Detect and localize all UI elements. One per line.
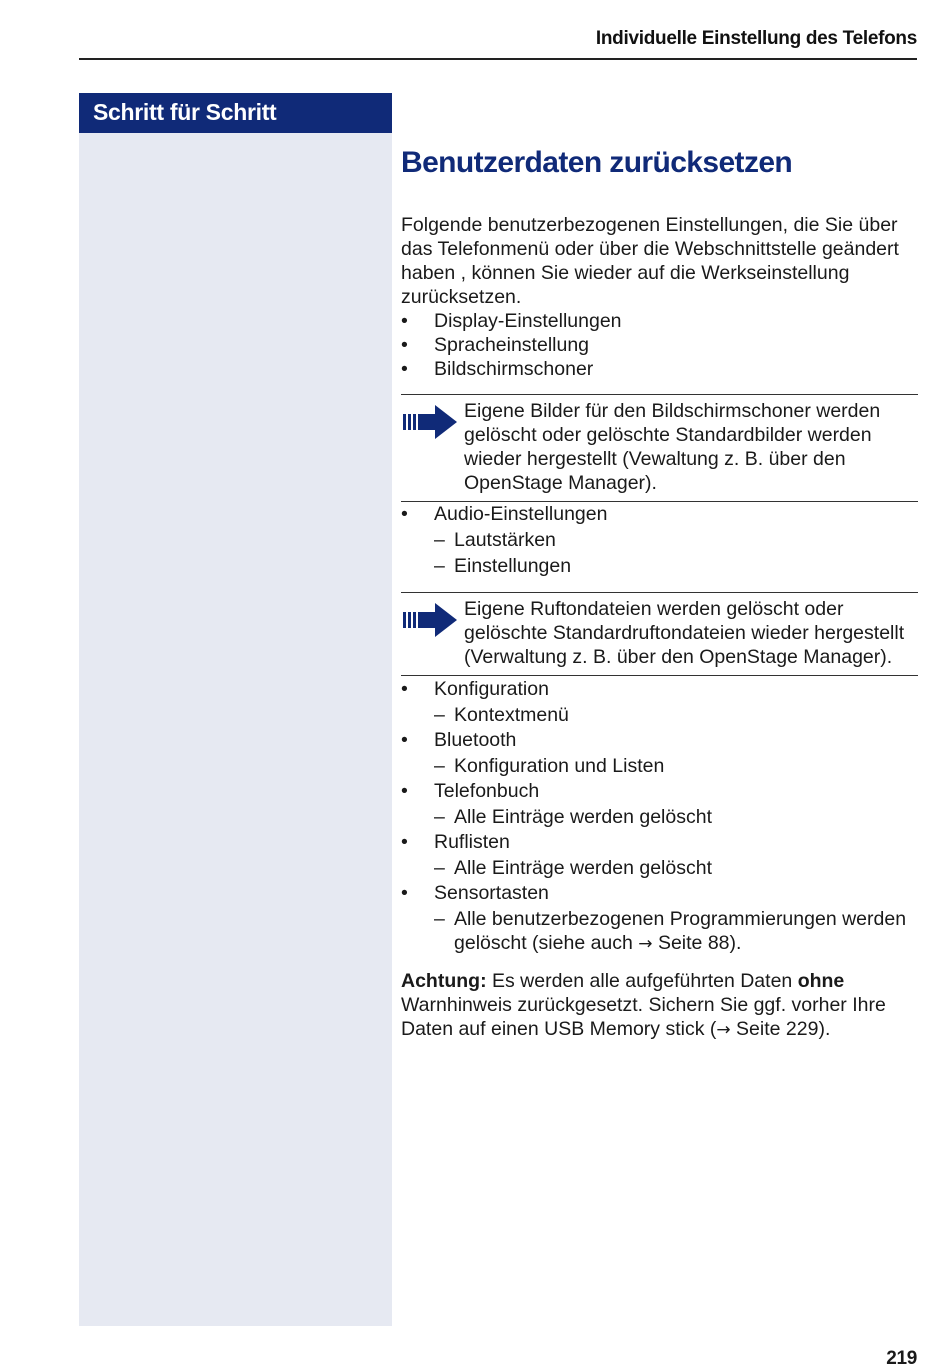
arrow-right-icon: → bbox=[716, 1020, 731, 1040]
list-item bbox=[401, 728, 918, 778]
list-item: • Spracheinstellung bbox=[401, 333, 918, 357]
list-item: • Bildschirmschoner bbox=[401, 357, 918, 381]
list-item-label: Konfiguration bbox=[434, 678, 549, 700]
list-item: • Display-Einstellungen bbox=[401, 309, 918, 333]
list-item-label: Sensortasten bbox=[434, 882, 549, 904]
list-item-label: Bluetooth bbox=[434, 729, 517, 751]
settings-list-1 bbox=[401, 309, 918, 381]
page-reference-link[interactable]: Seite 88 bbox=[657, 932, 730, 954]
warning-emphasis: ohne bbox=[797, 970, 845, 992]
warning-label: Achtung: bbox=[401, 970, 487, 992]
list-item bbox=[401, 677, 918, 727]
warning-text: Warnhinweis zurückgesetzt. Sichern Sie ggf. vorher Ihre Daten auf einen USB Memory stick ( bbox=[401, 994, 886, 1040]
sub-list-item: – Alle Einträge werden gelöscht bbox=[434, 805, 918, 829]
sub-list-item: – Konfiguration und Listen bbox=[434, 754, 918, 778]
sub-list-item: – Einstellungen bbox=[434, 554, 918, 578]
list-item-label: Audio-Einstellungen bbox=[434, 503, 608, 525]
page-number: 219 bbox=[886, 1348, 917, 1369]
arrow-right-icon: → bbox=[638, 934, 653, 954]
sidebar bbox=[79, 93, 392, 1326]
note-hand-arrow-icon bbox=[402, 404, 458, 440]
warning-text-end: ). bbox=[818, 1018, 831, 1040]
sub-list-item: – Kontextmenü bbox=[434, 703, 918, 727]
page-reference-link[interactable]: Seite 229 bbox=[736, 1018, 819, 1040]
list-item-label: Ruflisten bbox=[434, 831, 510, 853]
note-hand-arrow-icon bbox=[402, 602, 458, 638]
list-item-label: Telefonbuch bbox=[434, 780, 540, 802]
running-header: Individuelle Einstellung des Telefons bbox=[595, 28, 917, 49]
sub-list-text-end: ). bbox=[729, 932, 742, 954]
warning-paragraph bbox=[401, 969, 918, 1042]
page-title: Benutzerdaten zurücksetzen bbox=[401, 146, 793, 179]
note-text: Eigene Ruftondateien werden gelöscht oder gelöschte Standardruftondateien wieder hergestellt (Verwaltung z. B. über den OpenStage Manager). bbox=[464, 598, 905, 668]
header-rule bbox=[79, 58, 917, 60]
intro-paragraph: Folgende benutzerbezogenen Einstellungen, die Sie über das Telefonmenü oder über die Webschnittstelle geändert haben , können Sie wieder auf die Werkseinstellung zurücksetzen. bbox=[401, 214, 899, 308]
list-item bbox=[401, 830, 918, 880]
note-box-ringtones bbox=[401, 592, 918, 676]
warning-text: Es werden alle aufgeführten Daten bbox=[486, 970, 798, 992]
sub-list-text: Alle benutzerbezogenen Programmierungen werden gelöscht (siehe auch bbox=[454, 908, 907, 954]
main-content bbox=[401, 140, 918, 1042]
sub-list-item: – Lautstärken bbox=[434, 528, 918, 552]
settings-list-3 bbox=[401, 677, 918, 956]
settings-list-2 bbox=[401, 502, 918, 578]
sub-list-item: – Alle Einträge werden gelöscht bbox=[434, 856, 918, 880]
note-box-screensaver bbox=[401, 394, 918, 502]
note-text: Eigene Bilder für den Bildschirmschoner werden gelöscht oder gelöschte Standardbilder werden wieder hergestellt (Vewaltung z. B. über den OpenStage Manager). bbox=[464, 400, 881, 494]
sub-list-item bbox=[434, 907, 918, 956]
list-item bbox=[401, 502, 918, 578]
sub-list bbox=[434, 528, 918, 578]
sidebar-title: Schritt für Schritt bbox=[79, 93, 392, 133]
list-item bbox=[401, 881, 918, 956]
list-item bbox=[401, 779, 918, 829]
